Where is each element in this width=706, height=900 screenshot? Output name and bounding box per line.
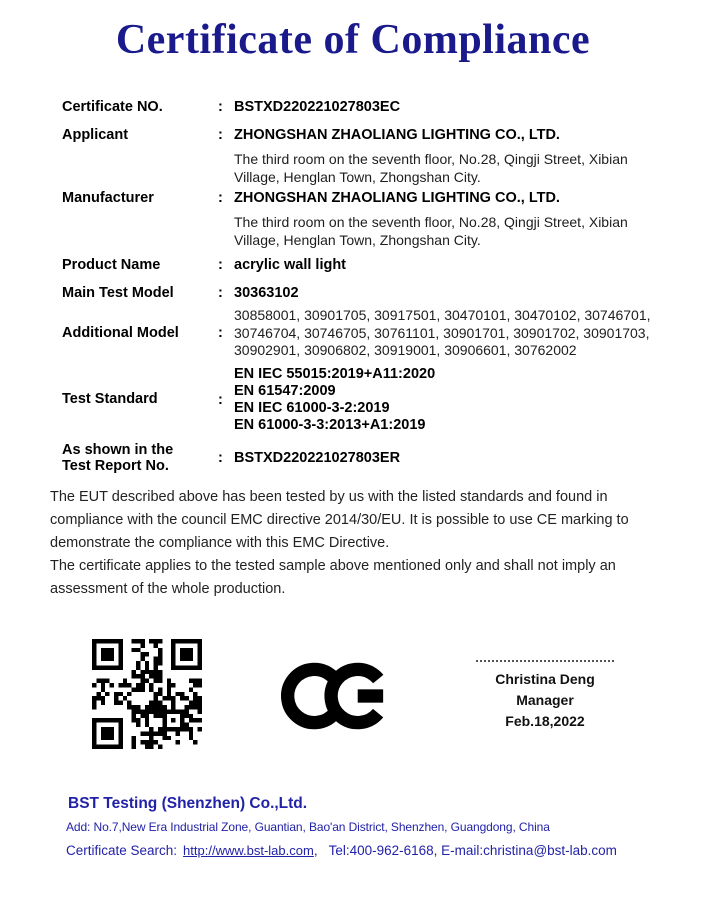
additional-model-line: 30858001, 30901705, 30917501, 30470101, 30470102, 30746701, (234, 307, 651, 323)
certificate-search-link[interactable]: http://www.bst-lab.com (183, 843, 314, 858)
product-name-value: acrylic wall light (234, 257, 347, 273)
colon: : (218, 285, 223, 301)
footer (66, 795, 686, 858)
main-test-model-label: Main Test Model (62, 285, 174, 301)
certificate-no-value: BSTXD220221027803EC (234, 99, 401, 115)
signature-dotted-line (476, 660, 614, 662)
field-main-test-model (62, 285, 676, 302)
field-product-name (62, 257, 676, 274)
main-test-model-value: 30363102 (234, 285, 299, 301)
footer-address: Add: No.7,New Era Industrial Zone, Guantian, Bao'an District, Shenzhen, Guangdong, China (66, 820, 550, 834)
manufacturer-address: The third room on the seventh floor, No.28, Qingji Street, Xibian Village, Henglan Town, Zhongshan City. (234, 214, 628, 248)
ce-mark-icon (281, 659, 391, 733)
colon: : (218, 257, 223, 273)
applicant-address: The third room on the seventh floor, No.28, Qingji Street, Xibian Village, Henglan Town, Zhongshan City. (234, 151, 628, 185)
field-test-standard (62, 366, 676, 434)
statement-paragraph: The EUT described above has been tested by us with the listed standards and found in compliance with the council EMC directive 2014/30/EU. It is possible to use CE marking to demonstrate the compliance with this EMC Directive. (50, 489, 629, 551)
statement-paragraph: The certificate applies to the tested sample above mentioned only and shall not imply an assessment of the whole production. (50, 558, 616, 597)
field-certificate-no (62, 99, 676, 116)
test-standard-line: EN IEC 55015:2019+A11:2020 (234, 365, 436, 382)
field-test-report-no (62, 442, 676, 475)
colon: : (218, 450, 223, 466)
field-additional-model (62, 307, 676, 360)
page-title: Certificate of Compliance (115, 17, 591, 63)
test-standard-value (234, 366, 676, 434)
footer-contact-info: , Tel:400-962-6168, E-mail:christina@bst-lab.com (313, 843, 617, 858)
footer-search-row (66, 843, 686, 858)
signer-name: Christina Deng (495, 671, 595, 687)
compliance-statement (50, 486, 648, 601)
test-standard-label: Test Standard (62, 391, 158, 407)
applicant-label: Applicant (62, 127, 129, 143)
test-report-no-value: BSTXD220221027803ER (234, 449, 401, 466)
additional-model-value (234, 307, 676, 360)
test-standard-line: EN 61000-3-3:2013+A1:2019 (234, 416, 426, 433)
signature-block (470, 660, 620, 732)
colon: : (218, 391, 223, 408)
additional-model-line: 30902901, 30906802, 30919001, 30906601, 30762002 (234, 342, 577, 358)
test-standard-line: EN IEC 61000-3-2:2019 (234, 399, 390, 416)
product-name-label: Product Name (62, 257, 161, 273)
test-standard-line: EN 61547:2009 (234, 382, 336, 399)
certificate-search-label: Certificate Search: (66, 843, 178, 858)
field-manufacturer (62, 190, 676, 207)
colon: : (218, 99, 223, 115)
additional-model-label: Additional Model (62, 324, 179, 341)
footer-company-name: BST Testing (Shenzhen) Co.,Ltd. (68, 795, 308, 812)
certificate-no-label: Certificate NO. (62, 99, 163, 115)
test-report-no-label: As shown in the Test Report No. (62, 441, 174, 474)
signer-role: Manager (516, 692, 574, 708)
colon: : (218, 190, 223, 206)
signature-date: Feb.18,2022 (505, 713, 585, 729)
colon: : (218, 127, 223, 143)
colon: : (218, 325, 223, 342)
field-applicant (62, 127, 676, 144)
qr-code-icon (92, 639, 202, 749)
applicant-company: ZHONGSHAN ZHAOLIANG LIGHTING CO., LTD. (234, 127, 560, 143)
certificate-fields (62, 99, 676, 475)
manufacturer-label: Manufacturer (62, 190, 154, 206)
additional-model-line: 30746704, 30746705, 30761101, 30901701, 30901702, 30901703, (234, 324, 650, 341)
manufacturer-company: ZHONGSHAN ZHAOLIANG LIGHTING CO., LTD. (234, 190, 560, 206)
